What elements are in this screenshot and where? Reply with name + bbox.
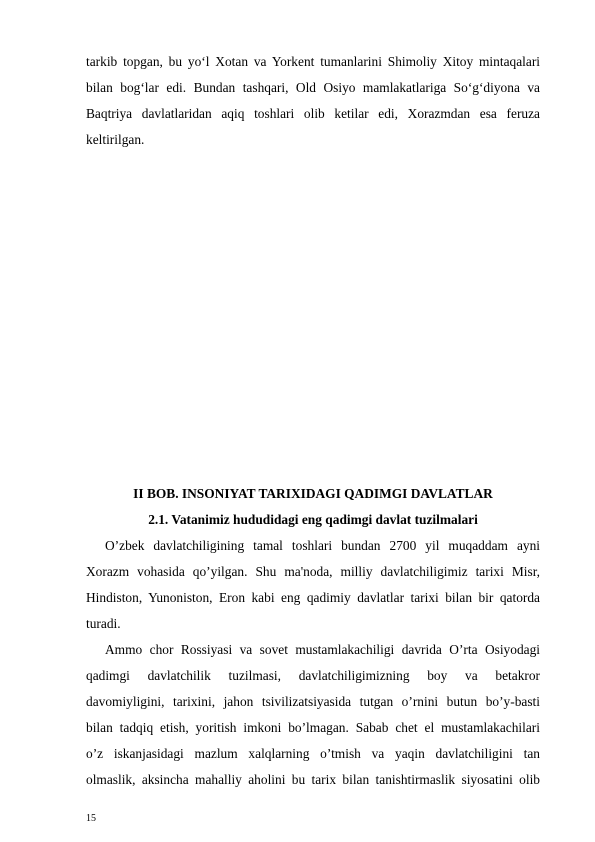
- text-line: tarkib topgan, bu yo‘l Xotan va Yorkent tumanlarini Shimoliy Xitoy mintaqalari: [86, 54, 540, 69]
- text-line: o’z iskanjasidagi mazlum xalqlarning o’tmish va yaqin davlatchiligini tan: [86, 746, 540, 761]
- text-line: bilan tadqiq etish, yoritish imkoni bo’lmagan. Sabab chet el mustamlakachilari: [86, 720, 540, 735]
- text-line: turadi.: [86, 616, 121, 631]
- text-line: Hindiston, Yunoniston, Eron kabi eng qadimiy davlatlar tarixi bilan bir qatorda: [86, 590, 540, 605]
- text-line: Xorazm vohasida qo’yilgan. Shu ma'noda, milliy davlatchiligimiz tarixi Misr,: [86, 564, 540, 579]
- chapter-title: II BOB. INSONIYAT TARIXIDAGI QADIMGI DAVLATLAR: [133, 486, 493, 501]
- text-line: keltirilgan.: [86, 132, 145, 147]
- text-line: Ammo chor Rossiyasi va sovet mustamlakachiligi davrida O’rta Osiyodagi: [105, 642, 540, 657]
- page-number: 15: [86, 813, 96, 824]
- section-title: 2.1. Vatanimiz hududidagi eng qadimgi davlat tuzilmalari: [148, 512, 478, 527]
- text-line: olmaslik, aksincha mahalliy aholini bu tarix bilan tanishtirmaslik siyosatini olib: [86, 772, 540, 787]
- text-line: davomiyligini, tarixini, jahon tsivilizatsiyasida tutgan o’rnini butun bo’y-basti: [86, 694, 540, 709]
- text-line: qadimgi davlatchilik tuzilmasi, davlatchiligimizning boy va betakror: [86, 668, 540, 683]
- text-line: Baqtriya davlatlaridan aqiq toshlari olib ketilar edi, Xorazmdan esa feruza: [86, 106, 540, 121]
- text-line: O’zbek davlatchiligining tamal toshlari bundan 2700 yil muqaddam ayni: [105, 538, 540, 553]
- text-line: bilan bog‘lar edi. Bundan tashqari, Old Osiyo mamlakatlariga So‘g‘diyona va: [86, 80, 540, 95]
